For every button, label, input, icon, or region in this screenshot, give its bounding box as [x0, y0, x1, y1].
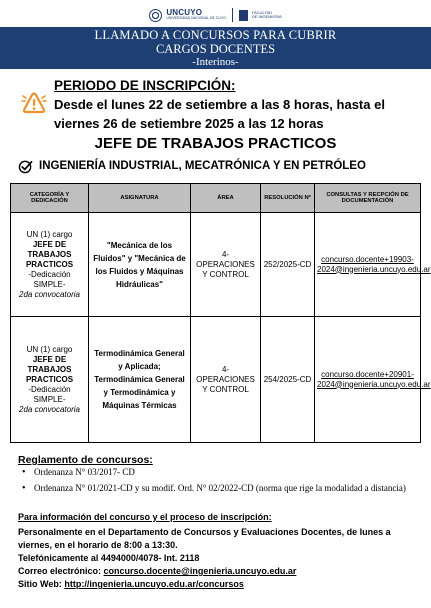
- resolution-cell: 252/2025-CD: [261, 213, 315, 317]
- area-cell: 4- OPERACIONES Y CONTROL: [191, 317, 261, 443]
- table-row: [11, 317, 421, 443]
- info-line-website: [18, 579, 244, 589]
- department-title: INGENIERÍA INDUSTRIAL, MECATRÓNICA Y EN PETRÓLEO: [39, 160, 366, 172]
- category-cell: UN (1) cargo JEFE DE TRABAJOS PRACTICOS -Dedicación SIMPLE- 2da convocatoria: [11, 317, 89, 443]
- table-row: [11, 213, 421, 317]
- website-label: Sitio Web:: [18, 579, 65, 589]
- header-subject: ASIGNATURA: [89, 184, 191, 213]
- subject-cell: Termodinámica General y Aplicada; Termodinámica General y Termodinámica y Máquinas Térmicas: [89, 317, 191, 443]
- info-title: Para información del concurso y el proceso de inscripción:: [18, 512, 272, 522]
- warning-icon: [20, 88, 48, 116]
- info-line-phone: Telefónicamente al 4494000/4078- Int. 2118: [18, 553, 200, 563]
- header-contact: CONSULTAS Y RECPCIÓN DE DOCUMENTACIÓN: [315, 184, 421, 213]
- regulations-list: [22, 467, 422, 498]
- header-category: CATEGORÍA Y DEDICACIÓN: [11, 184, 89, 213]
- check-circle-icon: [18, 159, 33, 174]
- banner-line-2: CARGOS DOCENTES: [155, 42, 276, 56]
- banner-line-1: LLAMADO A CONCURSOS PARA CUBRIR: [94, 28, 337, 42]
- title-banner: [0, 27, 431, 69]
- faculty-logo: FACULTAD DE INGENIERÍA: [251, 10, 282, 19]
- subject-cell: "Mecánica de los Fluidos" y "Mecánica de los Fluidos y Máquinas Hidráulicas": [89, 213, 191, 317]
- faculty-logo-icon: [239, 10, 248, 21]
- list-item: • Ordenanza N° 01/2021-CD y su modif. Ord. N° 02/2022-CD (norma que rige la modalidad a distancia): [22, 483, 422, 495]
- info-line-hours: viernes, en el horario de 8:00 a 13:30.: [18, 540, 178, 550]
- email-label: Correo electrónico:: [18, 566, 104, 576]
- table-header-row: [11, 184, 421, 213]
- category-cell: UN (1) cargo JEFE DE TRABAJOS PRACTICOS -Dedicación SIMPLE- 2da convocatoria: [11, 213, 89, 317]
- resolution-cell: 254/2025-CD: [261, 317, 315, 443]
- info-line-email: [18, 566, 296, 576]
- info-line-in-person: Personalmente en el Departamento de Concursos y Evaluaciones Docentes, de lunes a: [18, 527, 391, 537]
- logo-divider: [232, 8, 233, 22]
- inscription-period-text: Desde el lunes 22 de setiembre a las 8 horas, hasta el viernes 26 de setiembre 2025 a las 12 horas: [54, 97, 385, 131]
- area-cell: 4- OPERACIONES Y CONTROL: [191, 213, 261, 317]
- university-seal-icon: [149, 9, 162, 22]
- inscription-period-title: PERIODO DE INSCRIPCIÓN:: [54, 78, 236, 93]
- header-logos: [0, 4, 431, 26]
- position-title: JEFE DE TRABAJOS PRACTICOS: [94, 135, 337, 152]
- positions-table: [10, 183, 431, 443]
- email-link[interactable]: concurso.docente@ingenieria.uncuyo.edu.ar: [103, 566, 297, 576]
- header-area: ÁREA: [191, 184, 261, 213]
- banner-line-3: -Interinos-: [192, 56, 239, 68]
- regulations-title: Reglamento de concursos:: [18, 454, 153, 466]
- website-link[interactable]: http://ingenieria.uncuyo.edu.ar/concursos: [64, 579, 244, 589]
- contact-email-link[interactable]: concurso.docente+19903-2024@ingenieria.uncuyo.edu.ar: [315, 213, 421, 317]
- list-item: • Ordenanza N° 03/2017- CD: [22, 467, 422, 479]
- header-resolution: RESOLUCIÓN Nº: [261, 184, 315, 213]
- university-logo: UNCUYO UNIVERSIDAD NACIONAL DE CUYO: [166, 8, 226, 21]
- contact-email-link[interactable]: concurso.docente+20901-2024@ingenieria.uncuyo.edu.ar: [315, 317, 421, 443]
